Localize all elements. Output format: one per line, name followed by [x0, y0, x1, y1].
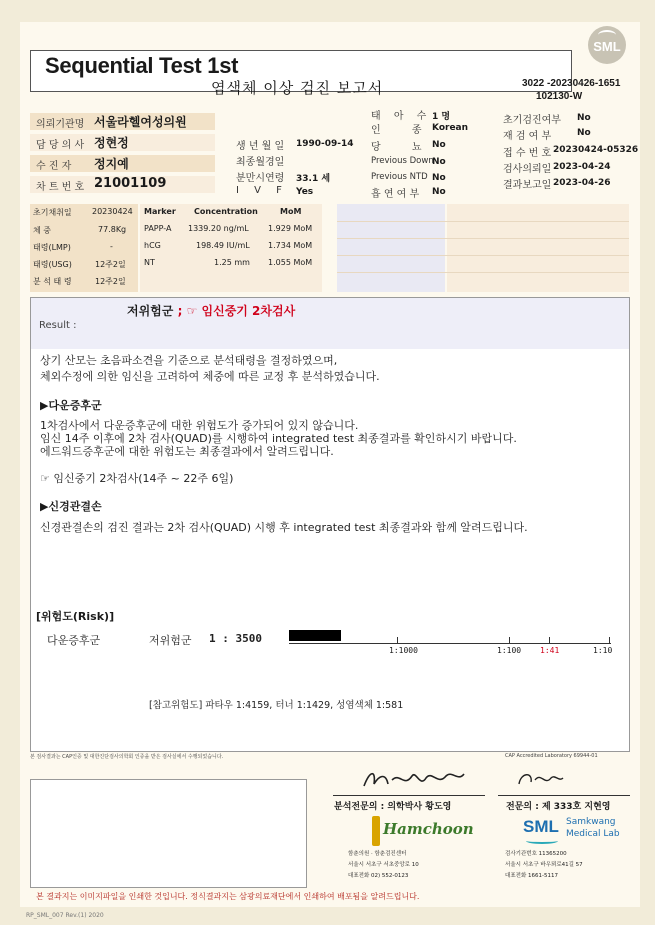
- sml-logo-arc: [598, 30, 616, 40]
- hamchoon-logo: Hamchoon: [383, 820, 474, 838]
- title-box: [30, 50, 572, 97]
- analyst-signature: [360, 766, 470, 794]
- form-code: RP_SML_007 Rev.(1) 2020: [26, 912, 104, 919]
- risk-bar: [289, 630, 341, 641]
- risk-title: [위험도(Risk)]: [36, 610, 115, 623]
- institution-label: 의뢰기관명: [36, 119, 85, 130]
- hamchoon-info-1: 함춘의원 · 함춘검진센터: [348, 851, 407, 857]
- reference-risk: [참고위험도] 파타우 1:4159, 터너 1:1429, 성염색체 1:581: [149, 700, 404, 711]
- marker-conc: 198.49 IU/mL: [196, 241, 250, 250]
- specialist-name: 전문의 : 제 333호 지현영: [506, 802, 611, 812]
- smoking-value: No: [432, 187, 446, 197]
- marker-name: NT: [144, 258, 155, 267]
- sml-brand-line-2: Medical Lab: [566, 829, 620, 839]
- signature-line: [333, 795, 485, 796]
- mom-col-header: MoM: [280, 207, 302, 216]
- dob-value: 1990-09-14: [296, 139, 354, 149]
- concentration-col-header: Concentration: [194, 207, 258, 216]
- risk-tick: [609, 637, 610, 644]
- risk-tick-label: 1:100: [497, 646, 522, 655]
- prev-down-label: Previous Down: [371, 156, 434, 166]
- ga-lmp-label: 태령(LMP): [33, 243, 71, 252]
- ga-usg-label: 태령(USG): [33, 260, 72, 269]
- hamchoon-info-3: 대표전화 02) 552-0123: [348, 873, 409, 879]
- sml-brand-logo: SML: [523, 817, 559, 836]
- hamchoon-info-2: 서울시 서초구 서초중앙로 10: [348, 862, 419, 868]
- divider: [337, 272, 629, 273]
- request-date-label: 검사의뢰일: [503, 164, 552, 175]
- intro-line-2: 체외수정에 의한 임신을 고려하여 체중에 따른 교정 후 분석하였습니다.: [40, 370, 380, 383]
- marker-mom: 1.734 MoM: [268, 241, 313, 250]
- blank-panel-b: [447, 204, 629, 292]
- examinee-value: 정지예: [94, 157, 129, 171]
- sml-info-1: 검사기관번호 11365200: [505, 851, 567, 857]
- weight-label: 체 중: [33, 226, 51, 235]
- age-value: 33.1 세: [296, 174, 331, 184]
- ga-lmp-value: -: [110, 242, 113, 251]
- ntd-line-1: 신경관결손의 검진 결과는 2차 검사(QUAD) 시행 후 integrated test 최종결과와 함께 알려드립니다.: [40, 521, 528, 534]
- first-label: 초기검진여부: [503, 115, 561, 126]
- lmp-label: 최종월경일: [236, 157, 285, 168]
- dob-label: 생 년 월 일: [236, 141, 285, 152]
- doctor-label: 담 당 의 사: [36, 140, 85, 151]
- diabetes-value: No: [432, 140, 446, 150]
- result-recommendation: 임신중기 2차검사: [201, 304, 296, 318]
- fineprint-left: 본 검사결과는 CAP인증 및 대한진단검사의학회 인증을 받은 검사실에서 수행되었습니다.: [30, 754, 224, 760]
- signature-line: [498, 795, 630, 796]
- weight-value: 77.8Kg: [98, 225, 127, 234]
- examinee-label: 수 진 자: [36, 161, 72, 172]
- risk-condition: 다운증후군: [47, 634, 101, 647]
- sml-info-2: 서울시 서초구 바우뫼로41길 57: [505, 862, 583, 868]
- ntd-section-title: ▶신경관결손: [40, 500, 102, 513]
- prev-ntd-value: No: [432, 173, 446, 183]
- marker-conc: 1.25 mm: [214, 258, 250, 267]
- fetus-value: 1 명: [432, 112, 451, 122]
- recheck-label: 재 검 여 부: [503, 131, 552, 142]
- second-test-note: ☞ 임신중기 2차검사(14주 ~ 22주 6일): [40, 472, 234, 485]
- marker-mom: 1.055 MoM: [268, 258, 313, 267]
- sml-brand-line-1: Samkwang: [566, 817, 616, 827]
- risk-tick-label: 1:10: [593, 646, 613, 655]
- marker-col-header: Marker: [144, 207, 176, 216]
- divider: [337, 238, 629, 239]
- risk-tick-label: 1:1000: [389, 646, 418, 655]
- risk-level: 저위험군: [149, 634, 192, 647]
- report-id-1: 3022 -20230426-1651: [522, 78, 621, 89]
- receipt-label: 접 수 번 호: [503, 148, 552, 159]
- prev-ntd-label: Previous NTD: [371, 172, 428, 182]
- result-box: [30, 297, 630, 351]
- ga-usg-value: 12주2일: [95, 260, 126, 269]
- risk-tick: [509, 637, 510, 644]
- result-summary: [127, 302, 295, 319]
- sml-logo-swoosh: [526, 838, 558, 844]
- ivf-value: Yes: [296, 187, 314, 197]
- result-date-label: 결과보고일: [503, 180, 552, 191]
- divider: [337, 255, 629, 256]
- collect-value: 20230424: [92, 207, 133, 216]
- down-line-2: 임신 14주 이후에 2차 검사(QUAD)를 시행하여 integrated test 최종결과를 확인하시기 바랍니다.: [40, 432, 517, 445]
- blank-panel-a: [337, 204, 445, 292]
- marker-name: hCG: [144, 241, 161, 250]
- report-id-2: 102130-W: [536, 91, 583, 102]
- page-title: Sequential Test 1st: [45, 53, 239, 78]
- age-label: 분만시연령: [236, 173, 285, 184]
- sml-info-3: 대표전화 1661-5117: [505, 873, 558, 879]
- chart-no-label: 차 트 번 호: [36, 182, 85, 193]
- result-semicolon: ;: [177, 304, 183, 318]
- specialist-signature: [515, 768, 565, 792]
- down-section-title: ▶다운증후군: [40, 399, 102, 412]
- result-label: Result :: [39, 320, 77, 331]
- fineprint-right: CAP Accredited Laboratory 69944-01: [505, 753, 598, 759]
- footer-notice: 본 결과지는 이미지파일을 인쇄한 것입니다. 정식결과지는 삼광의료재단에서 인쇄하여 배포됨을 알려드립니다.: [36, 892, 420, 901]
- down-line-1: 1차검사에서 다운증후군에 대한 위험도가 증가되어 있지 않습니다.: [40, 419, 359, 432]
- request-date-value: 2023-04-24: [553, 162, 611, 172]
- race-label: 인 종: [371, 125, 436, 136]
- recheck-value: No: [577, 128, 591, 138]
- smoking-label: 흡 연 여 부: [371, 189, 420, 200]
- receipt-value: 20230424-05326: [553, 145, 639, 155]
- analysis-label: 분 석 태 령: [33, 277, 72, 286]
- memo-box: [30, 779, 307, 888]
- risk-cutoff-label: 1:41: [540, 646, 560, 655]
- sml-logo: SML: [588, 26, 626, 64]
- result-date-value: 2023-04-26: [553, 178, 611, 188]
- analysis-value: 12주2일: [95, 277, 126, 286]
- prev-down-value: No: [432, 157, 446, 167]
- diabetes-label: 당 뇨: [371, 142, 436, 153]
- doctor-value: 정현정: [94, 136, 129, 150]
- race-value: Korean: [432, 123, 469, 133]
- hand-pointer-icon: ☞: [186, 304, 198, 318]
- first-value: No: [577, 113, 591, 123]
- result-risk-word: 저위험군: [127, 304, 174, 318]
- risk-tick: [549, 637, 550, 644]
- report-body: [30, 349, 630, 752]
- chart-no-value: 21001109: [94, 176, 167, 191]
- hamchoon-logo-mark: [372, 816, 380, 846]
- risk-tick: [397, 637, 398, 644]
- institution-value: 서울라헬여성의원: [94, 115, 187, 129]
- down-line-3: 에드워드증후군에 대한 위험도는 최종결과에서 알려드립니다.: [40, 445, 334, 458]
- risk-axis: [289, 643, 611, 644]
- fetus-label: 태 아 수: [371, 111, 432, 122]
- risk-scale: [289, 628, 613, 655]
- ivf-label: I V F: [236, 185, 288, 196]
- analyst-name: 분석전문의 : 의학박사 황도영: [334, 802, 452, 812]
- page-subtitle: 염색체 이상 검진 보고서: [211, 79, 384, 97]
- marker-mom: 1.929 MoM: [268, 224, 313, 233]
- divider: [337, 221, 629, 222]
- intro-line-1: 상기 산모는 초음파소견을 기준으로 분석태령을 결정하였으며,: [40, 354, 338, 367]
- risk-ratio: 1 : 3500: [209, 632, 262, 645]
- marker-conc: 1339.20 ng/mL: [188, 224, 249, 233]
- marker-name: PAPP-A: [144, 224, 172, 233]
- collect-label: 초기채취일: [33, 208, 72, 217]
